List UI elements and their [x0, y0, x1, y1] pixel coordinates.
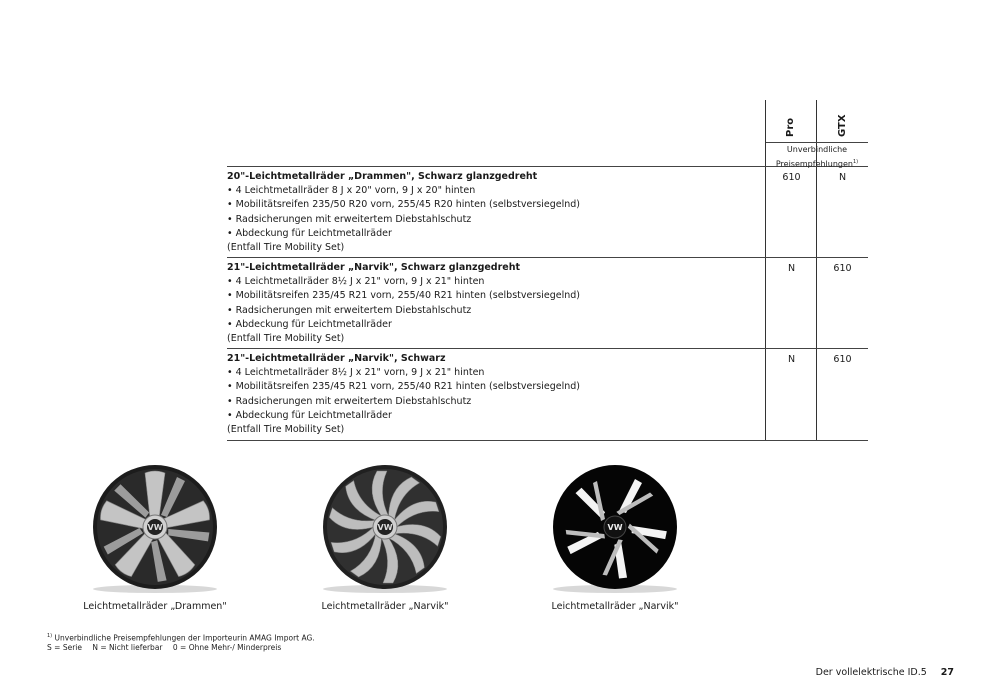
wheel-image-narvik-silver [318, 460, 452, 598]
header-divider [766, 142, 868, 143]
row-divider-3 [227, 440, 868, 441]
row-divider-1 [227, 257, 868, 258]
row-line: • Radsicherungen mit erweitertem Diebstahlschutz [227, 395, 472, 407]
row-line: • 4 Leichtmetallräder 8 J x 20" vorn, 9 J x 20" hinten [227, 185, 476, 197]
legend-nicht-lieferbar: N = Nicht lieferbar [92, 643, 163, 652]
price-note-line1: Unverbindliche [786, 145, 848, 154]
row-line: • 4 Leichtmetallräder 8½ J x 21" vorn, 9 J x 21" hinten [227, 276, 485, 288]
wheel-narvik-black-svg [548, 460, 682, 594]
row-line: • Mobilitätsreifen 235/45 R21 vorn, 255/40 R21 hinten (selbstversiegelnd) [227, 290, 580, 302]
footnote-text: Unverbindliche Preisempfehlungen der Importeurin AMAG Import AG. [54, 633, 315, 643]
footnote-sup: 1) [47, 633, 53, 639]
legend-serie: S = Serie [47, 643, 82, 652]
row-title: 21"-Leichtmetallräder „Narvik", Schwarz glanzgedreht [227, 262, 521, 273]
wheel-caption: Leichtmetallräder „Narvik" [551, 601, 679, 612]
price-recommendation-note [766, 144, 868, 171]
row-line: • 4 Leichtmetallräder 8½ J x 21" vorn, 9 J x 21" hinten [227, 367, 485, 379]
legend-ohne-mehrpreis: 0 = Ohne Mehr-/ Minderpreis [172, 643, 282, 652]
row-line: • Mobilitätsreifen 235/50 R20 vorn, 255/45 R20 hinten (selbstversiegelnd) [227, 199, 580, 211]
wheel-narvik-silver-svg [318, 460, 452, 594]
row-divider-2 [227, 348, 868, 349]
row-line: (Entfall Tire Mobility Set) [227, 332, 345, 344]
svg-text:VW: VW [377, 523, 393, 532]
legend [47, 642, 289, 653]
row-title: 21"-Leichtmetallräder „Narvik", Schwarz [227, 353, 446, 364]
wheel-drammen-svg [88, 460, 222, 594]
cell-pro: 610 [782, 172, 801, 183]
cell-gtx: 610 [833, 354, 852, 365]
wheel-image-drammen [88, 460, 222, 598]
row-line: (Entfall Tire Mobility Set) [227, 241, 345, 253]
row-line: (Entfall Tire Mobility Set) [227, 423, 345, 435]
row-title: 20"-Leichtmetallräder „Drammen", Schwarz glanzgedreht [227, 171, 538, 182]
cell-pro: N [787, 354, 796, 365]
price-note-sup: 1) [853, 159, 859, 165]
row-line: • Mobilitätsreifen 235/45 R21 vorn, 255/40 R21 hinten (selbstversiegelnd) [227, 381, 580, 393]
row-line: • Abdeckung für Leichtmetallräder [227, 318, 392, 330]
cell-gtx: 610 [833, 263, 852, 274]
column-header-gtx: GTX [837, 114, 848, 137]
cell-gtx: N [838, 172, 847, 183]
wheel-caption: Leichtmetallräder „Drammen" [83, 601, 227, 612]
row-line: • Radsicherungen mit erweitertem Diebstahlschutz [227, 304, 472, 316]
page-number: 27 [940, 667, 954, 678]
svg-text:VW: VW [147, 523, 163, 532]
svg-text:VW: VW [607, 523, 623, 532]
footer-title: Der vollelektrische ID.5 [815, 667, 927, 678]
row-line: • Abdeckung für Leichtmetallräder [227, 227, 392, 239]
wheel-image-narvik-black [548, 460, 682, 598]
cell-pro: N [787, 263, 796, 274]
row-line: • Radsicherungen mit erweitertem Diebstahlschutz [227, 213, 472, 225]
page-footer [816, 667, 954, 678]
row-line: • Abdeckung für Leichtmetallräder [227, 409, 392, 421]
wheel-caption: Leichtmetallräder „Narvik" [321, 601, 449, 612]
price-note-line2: Preisempfehlungen$^{1)}$ [775, 159, 859, 169]
column-header-pro: Pro [785, 117, 796, 137]
